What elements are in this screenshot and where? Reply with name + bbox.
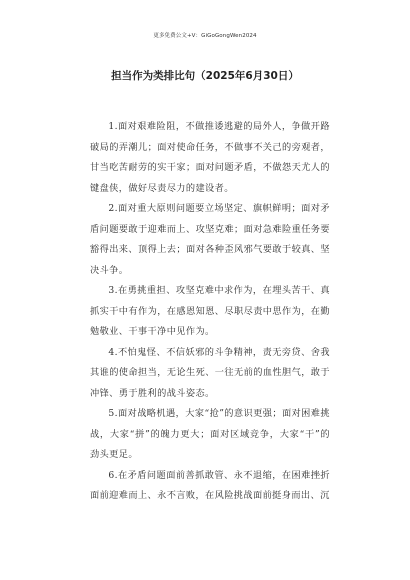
paragraph-2: 2.面对重大原则问题要立场坚定、旗帜鲜明；面对矛盾问题要敢于迎难而上、攻坚克难；面对急难险重任务要豁得出来、顶得上去；面对各种歪风邪气要敢于较真、坚决斗争。 — [90, 203, 330, 276]
document-title: 担当作为类排比句（2025年6月30日） — [111, 70, 299, 82]
paragraph-3: 3.在勇挑重担、攻坚克难中求作为，在埋头苦干、真抓实干中有作为，在感恩知恩、尽职尽责中思作为，在勤勉敬业、干事干净中见作为。 — [90, 285, 330, 337]
paragraph-1: 1.面对艰难险阻，不做推诿逃避的局外人，争做开路破局的弄潮儿；面对使命任务，不做事不关己的旁观者，甘当吃苦耐劳的实干家；面对问题矛盾，不做怨天尤人的键盘侠，做好尽责尽力的建设者。 — [90, 121, 330, 194]
paragraph-6: 6.在矛盾问题面前善抓敢管、永不退缩，在困难挫折面前迎难而上、永不言败，在风险挑战面前挺身而出、沉 — [90, 469, 330, 501]
paragraph-5: 5.面对战略机遇，大家“抢”的意识更强；面对困难挑战，大家“拼”的魄力更大；面对区域竞争，大家“干”的劲头更足。 — [90, 408, 330, 460]
document-body — [90, 117, 330, 507]
header-note: 更多免费公文+V：GiGoGongWen2024 — [153, 33, 257, 39]
paragraph-4: 4.不怕鬼怪、不信妖邪的斗争精神，责无旁贷、舍我其谁的使命担当，无论生死、一往无前的血性胆气，敢于冲锋、勇于胜利的战斗姿态。 — [90, 346, 330, 399]
